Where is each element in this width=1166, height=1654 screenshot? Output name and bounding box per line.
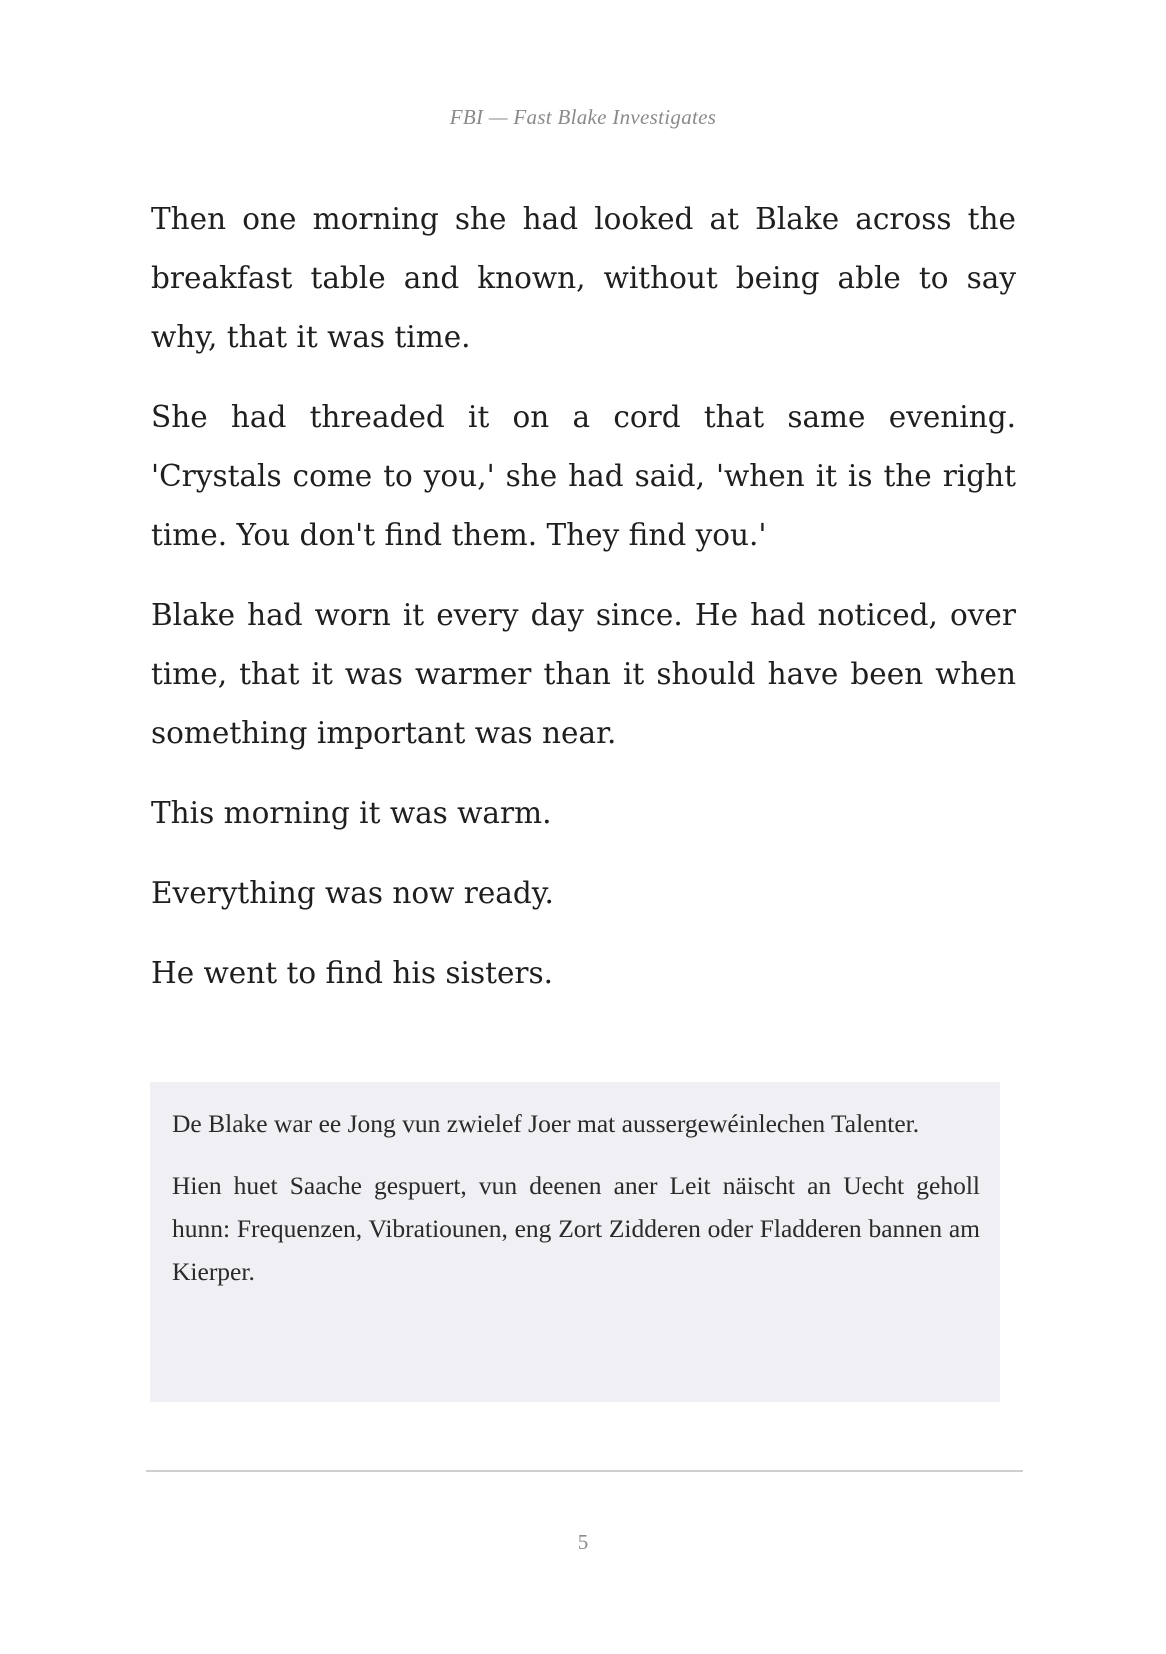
footer-divider [146,1470,1023,1472]
page-number: 5 [577,1530,589,1554]
callout-paragraph: Hien huet Saache gespuert, vun deenen aner Leit näischt an Uecht geholl hunn: Frequenzen, Vibratiounen, eng Zort Zidderen oder Fladderen bannen am Kierper. [172,1171,980,1286]
body-paragraph: He went to find his sisters. [151,956,554,990]
body-paragraph: Blake had worn it every day since. He had noticed, over time, that it was warmer than it should have been when something important was near. [151,598,1016,750]
body-paragraph: This morning it was warm. [151,796,552,830]
callout-paragraph: De Blake war ee Jong vun zwielef Joer mat aussergewéinlechen Talenter. [172,1109,920,1138]
body-paragraph: She had threaded it on a cord that same evening. 'Crystals come to you,' she had said, 'when it is the right time. You don't find them. They find you.' [151,400,1016,552]
body-text [151,190,1016,1024]
running-header: FBI — Fast Blake Investigates [449,105,717,129]
body-paragraph: Then one morning she had looked at Blake across the breakfast table and known, without being able to say why, that it was time. [151,202,1016,354]
body-paragraph: Everything was now ready. [151,876,554,910]
translation-callout-box [150,1082,1000,1402]
